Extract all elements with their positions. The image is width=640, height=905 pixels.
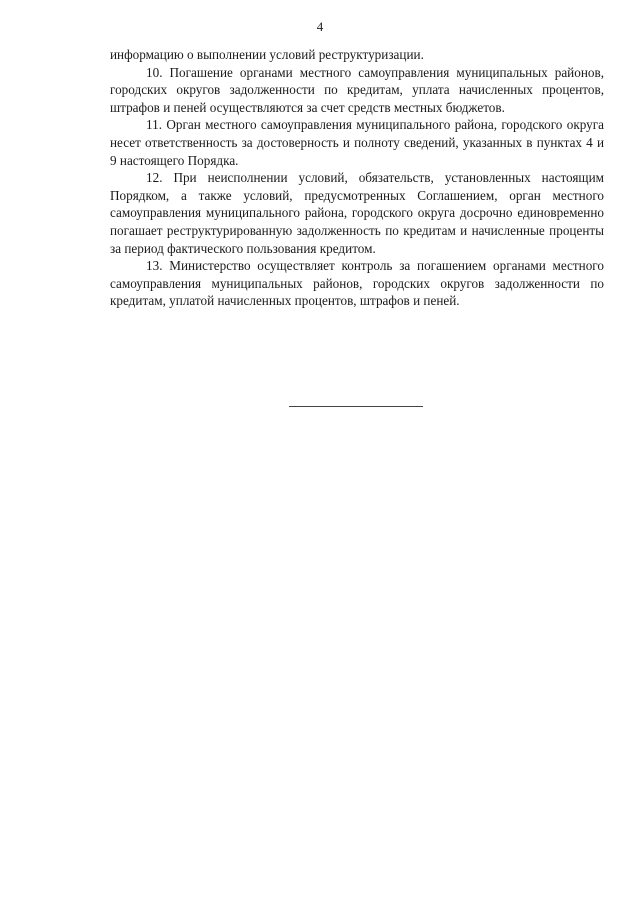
paragraph-12: 12. При неисполнении условий, обязательств, установленных настоящим Порядком, а также условий, предусмотренных Соглашением, орган местного самоуправления муниципального района, городского округа досрочно единовременно погашает реструктурированную задолженность по кредитам и начисленные проценты за период фактического пользования кредитом. bbox=[110, 170, 604, 256]
page-number: 4 bbox=[316, 19, 324, 34]
end-separator-line bbox=[289, 406, 423, 407]
paragraph-13: 13. Министерство осуществляет контроль за погашением органами местного самоуправления муниципальных районов, городских округов задолженности по кредитам, уплатой начисленных процентов, штрафов и пеней. bbox=[110, 258, 604, 309]
document-body bbox=[110, 46, 604, 310]
paragraph-continuation: информацию о выполнении условий реструктуризации. bbox=[110, 47, 424, 62]
paragraph-10: 10. Погашение органами местного самоуправления муниципальных районов, городских округов задолженности по кредитам, уплата начисленных процентов, штрафов и пеней осуществляются за счет средств местных бюджетов. bbox=[110, 64, 604, 115]
paragraph-11: 11. Орган местного самоуправления муниципального района, городского округа несет ответственность за достоверность и полноту сведений, указанных в пунктах 4 и 9 настоящего Порядка. bbox=[110, 117, 604, 168]
